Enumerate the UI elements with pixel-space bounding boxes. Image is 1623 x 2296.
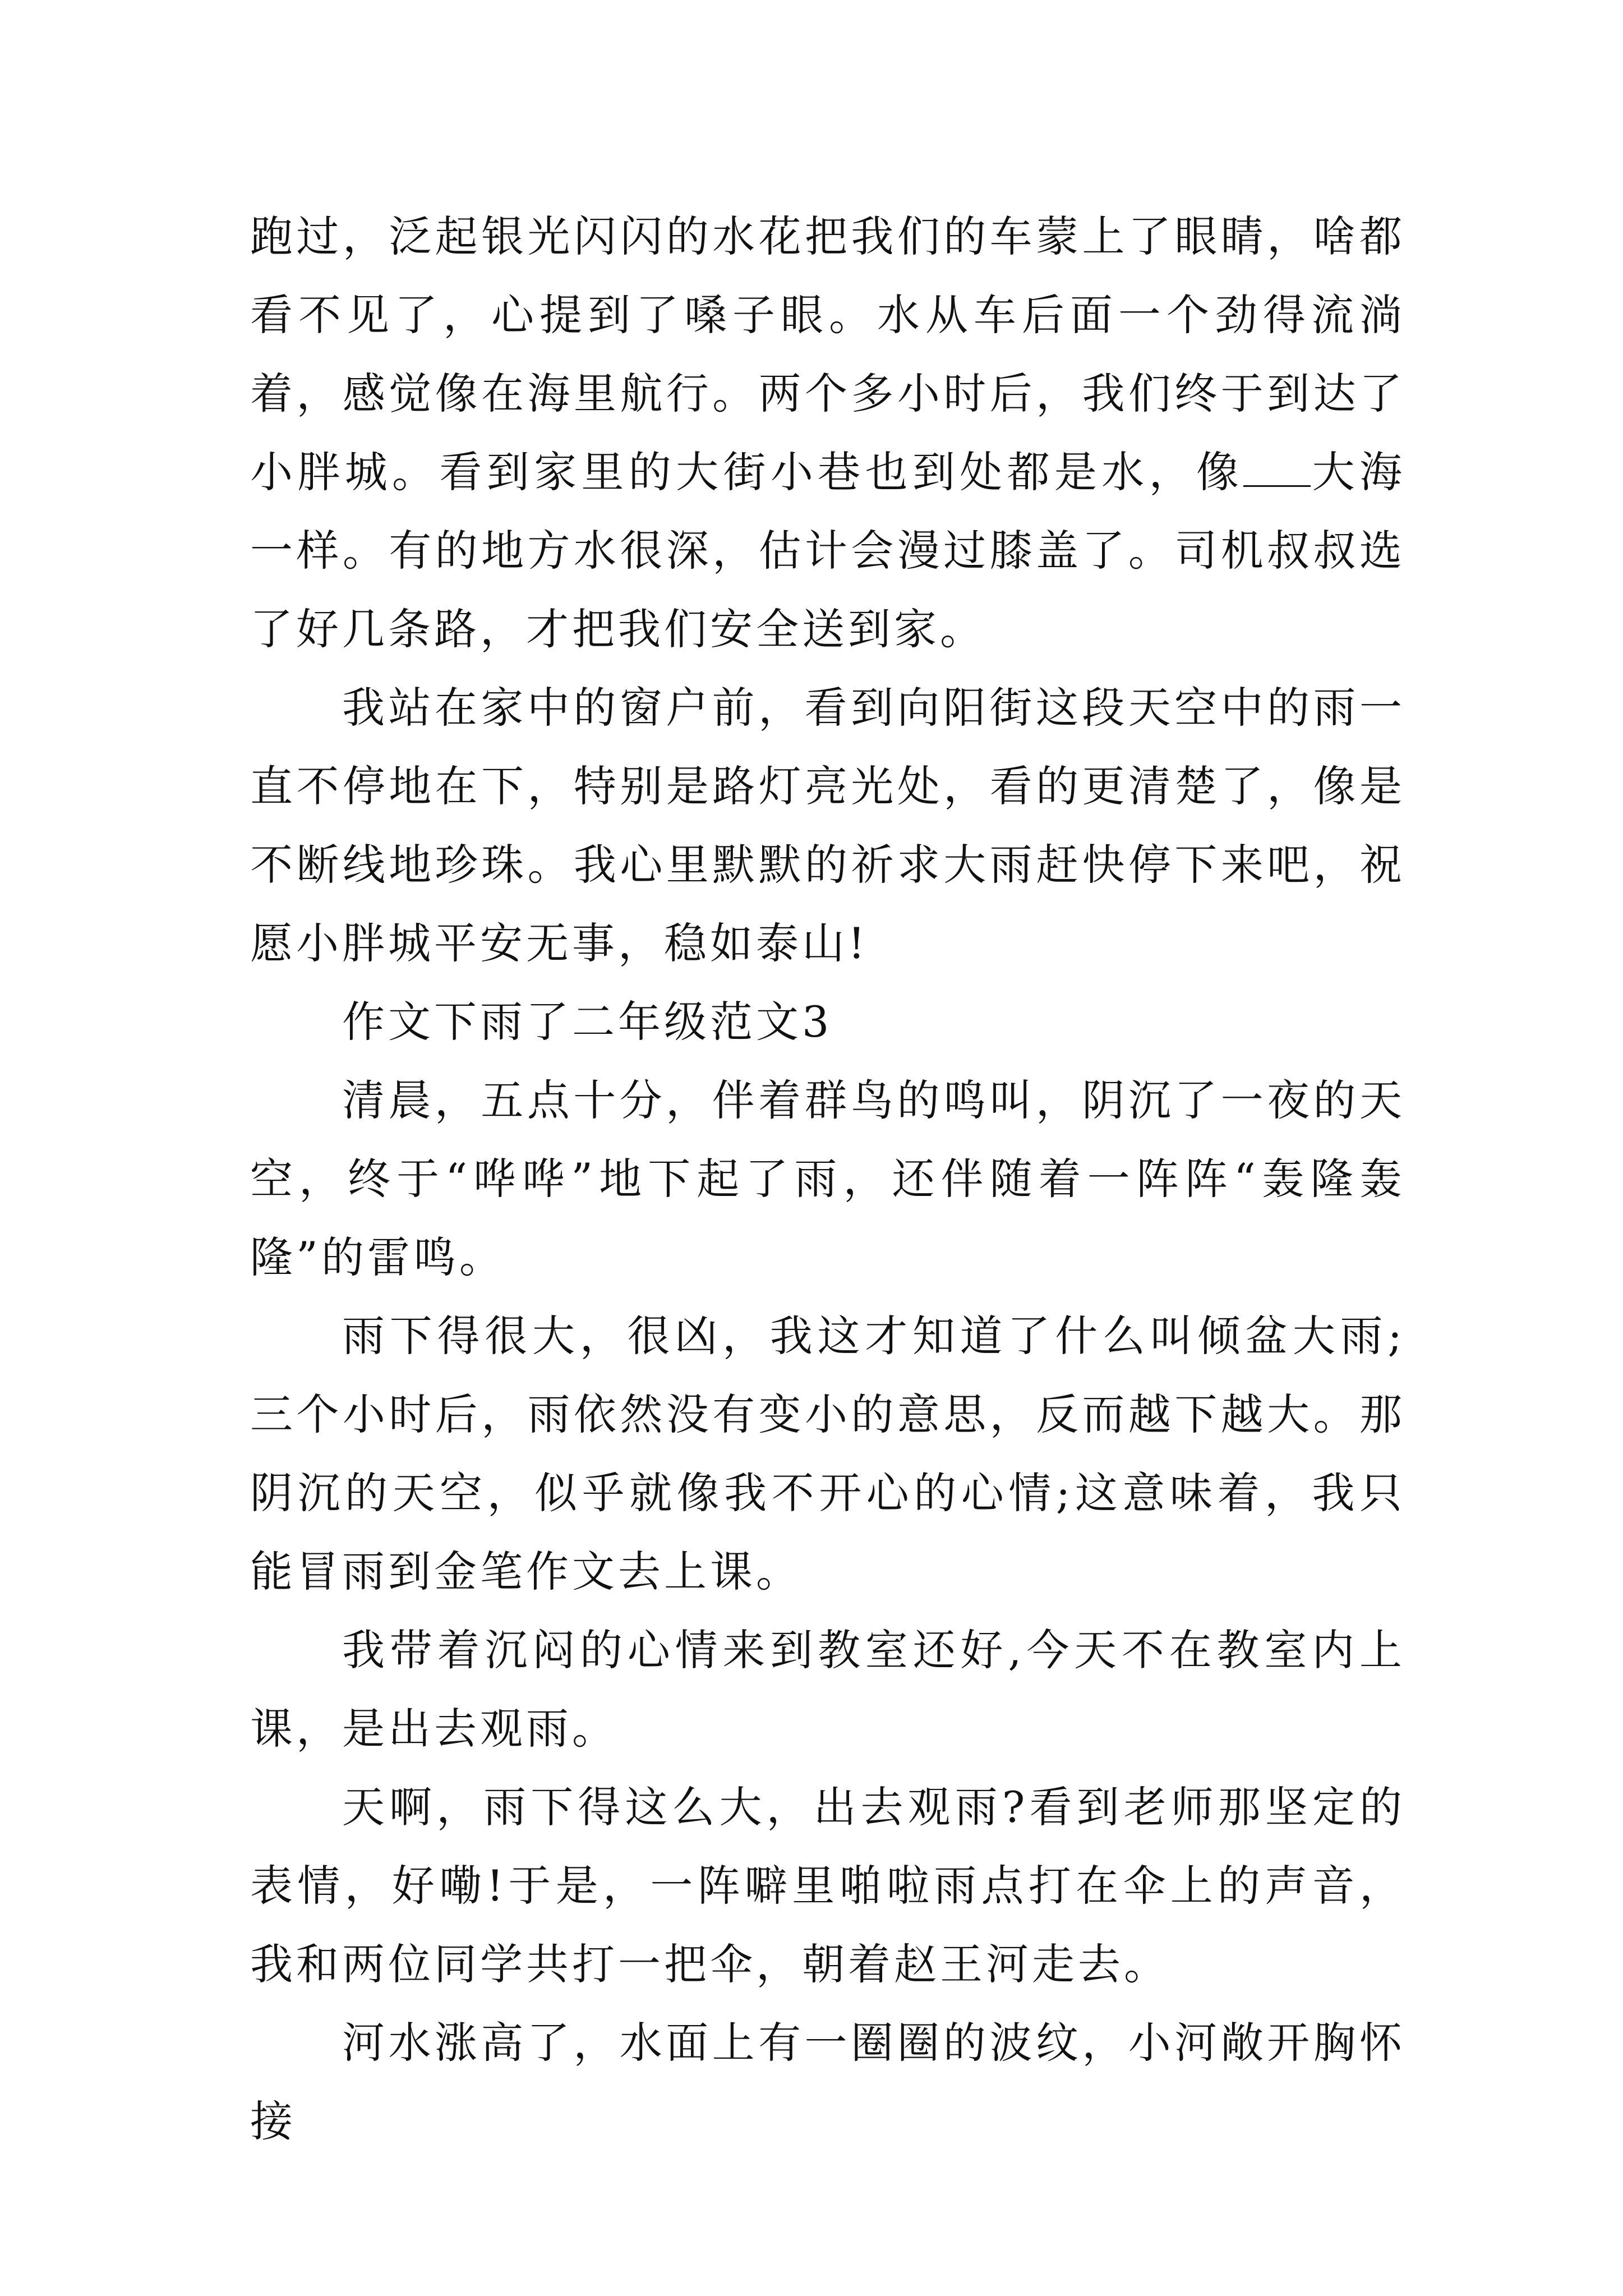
document-body — [250, 197, 1405, 2161]
paragraph-text: 跑过，泛起银光闪闪的水花把我们的车蒙上了眼睛，啥都看不见了，心提到了嗓子眼。水从车后面一个劲得流淌着，感觉像在海里航行。两个多小时后，我们终于到达了小胖城。看到家里的大街小巷也到处都是水，像 — [250, 211, 1405, 497]
paragraph: 河水涨高了，水面上有一圈圈的波纹，小河敞开胸怀接 — [250, 2018, 1405, 2146]
paragraph: 清晨，五点十分，伴着群鸟的鸣叫，阴沉了一夜的天空，终于“哗哗”地下起了雨，还伴随着一阵阵“轰隆轰隆”的雷鸣。 — [250, 1075, 1405, 1282]
paragraph: 我带着沉闷的心情来到教室还好,今天不在教室内上课，是出去观雨。 — [250, 1625, 1405, 1754]
paragraph: 天啊，雨下得这么大，出去观雨?看到老师那坚定的表情，好嘞!于是，一阵噼里啪啦雨点打在伞上的声音，我和两位同学共打一把伞，朝着赵王河走去。 — [250, 1782, 1405, 1989]
paragraph: 雨下得很大，很凶，我这才知道了什么叫倾盆大雨;三个小时后，雨依然没有变小的意思，反而越下越大。那阴沉的天空，似乎就像我不开心的心情;这意味着，我只能冒雨到金笔作文去上课。 — [250, 1311, 1405, 1596]
fill-in-blank — [1243, 451, 1311, 487]
paragraph-text-after-blank: 大海一样。有的地方水很深，估计会漫过膝盖了。司机叔叔选了好几条路，才把我们安全送到家。 — [250, 447, 1406, 654]
paragraph-continuation — [250, 197, 1405, 669]
paragraph: 我站在家中的窗户前，看到向阳街这段天空中的雨一直不停地在下，特别是路灯亮光处，看的更清楚了，像是不断线地珍珠。我心里默默的祈求大雨赶快停下来吧，祝愿小胖城平安无事，稳如泰山! — [250, 683, 1405, 968]
essay-title: 作文下雨了二年级范文3 — [342, 997, 833, 1047]
